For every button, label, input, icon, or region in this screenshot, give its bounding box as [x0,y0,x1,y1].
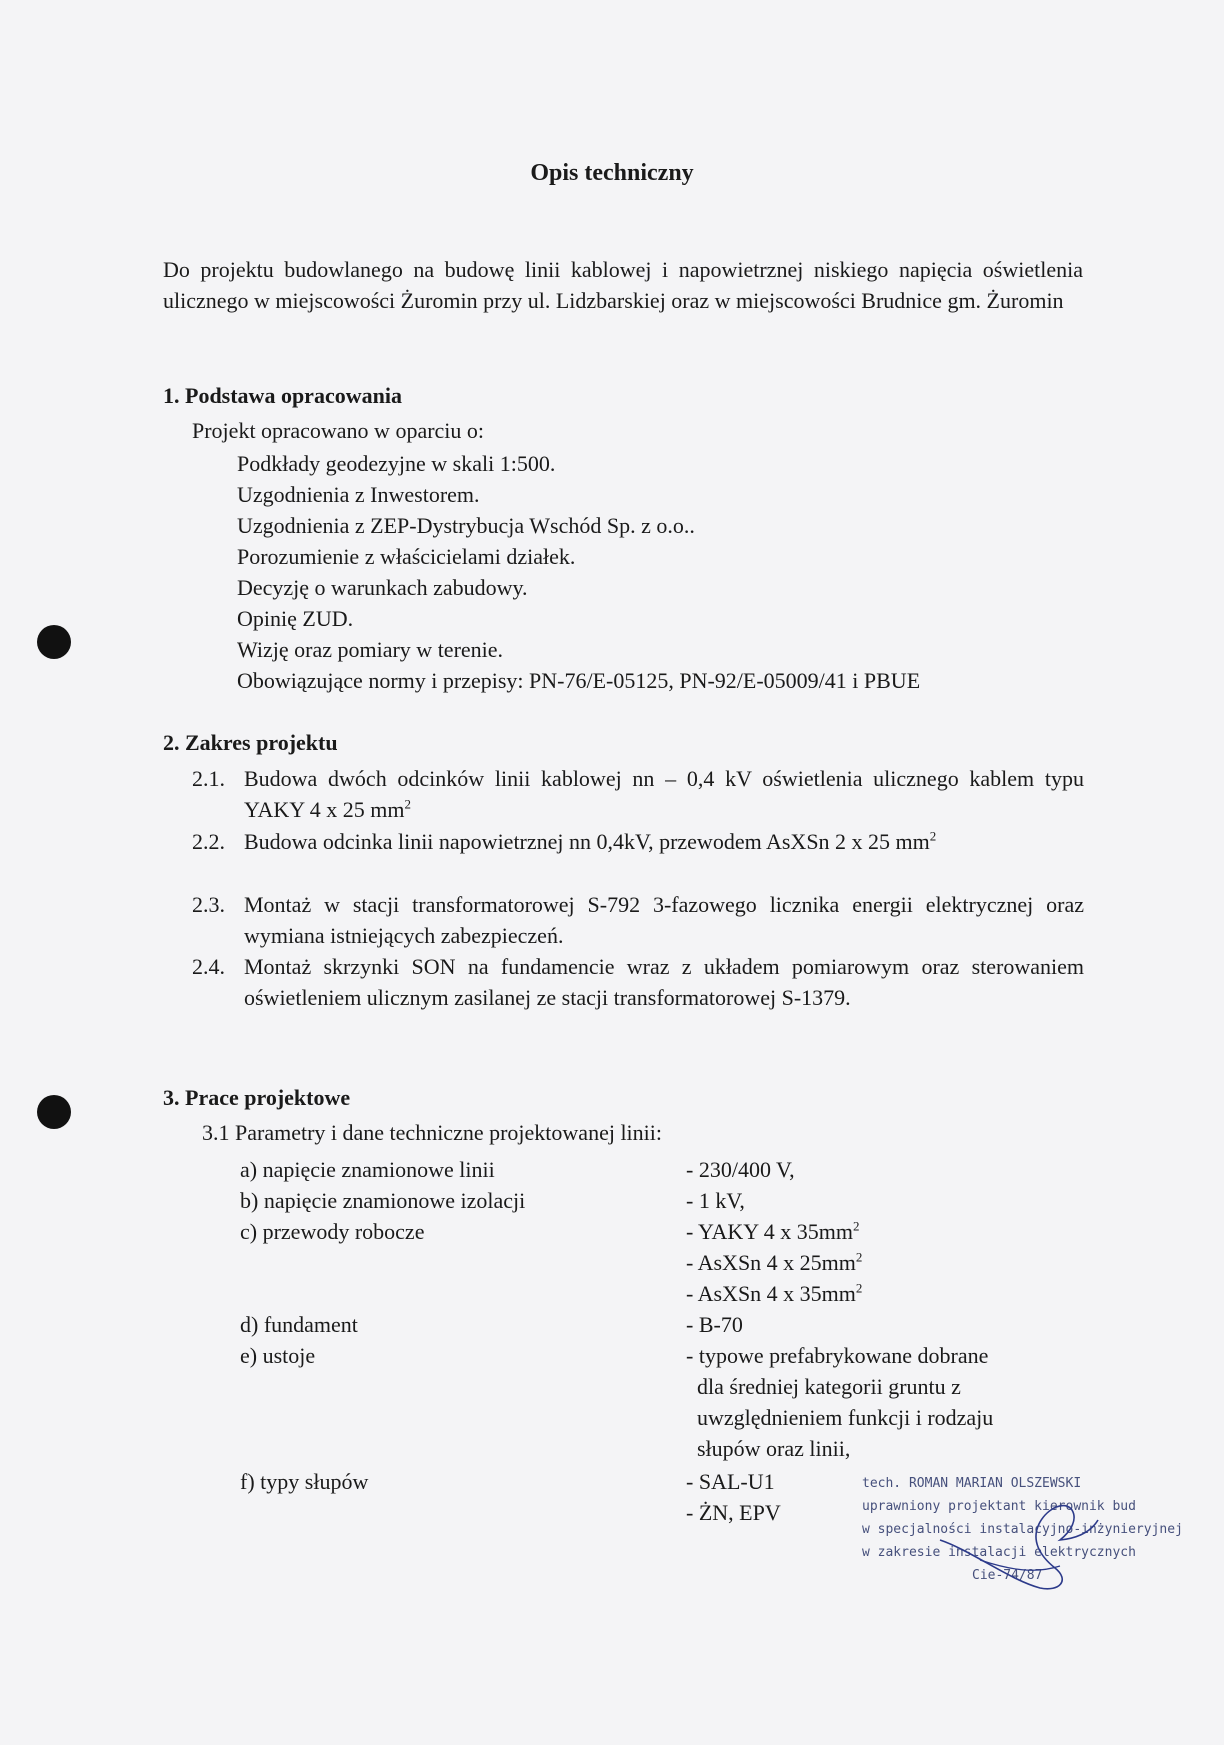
stamp-line: w specjalności instalacyjno-inżynieryjnej [862,1522,1183,1537]
section-2-heading: 2. Zakres projektu [163,730,338,755]
param-label: a) napięcie znamionowe linii [240,1157,495,1182]
intro-paragraph: Do projektu budowlanego na budowę linii kablowej i napowietrznej niskiego napięcia oświetlenia ulicznego w miejscowości Żuromin przy ul. Lidzbarskiej oraz w miejscowości Brudnice gm. Żuromin [163,257,1083,313]
scope-item-text: Montaż w stacji transformatorowej S-792 3-fazowego licznika energii elektrycznej oraz wymiana istniejących zabezpieczeń. [244,892,1084,948]
param-value: - YAKY 4 x $35mm^2$ [686,1218,860,1244]
stamp-line: uprawniony projektant kierownik bud [862,1499,1136,1514]
param-value: - B-70 [686,1312,743,1337]
basis-item: Wizję oraz pomiary w terenie. [237,637,504,662]
basis-item: Uzgodnienia z Inwestorem. [237,482,480,507]
scope-item-number: 2.3. [192,892,225,917]
scope-item-number: 2.2. [192,829,225,854]
basis-item: Podkłady geodezyjne w skali 1:500. [237,451,556,476]
param-value: dla średniej kategorii gruntu z [686,1374,961,1399]
basis-item: Porozumienie z właścicielami działek. [237,544,576,569]
basis-item: Uzgodnienia z ZEP-Dystrybucja Wschód Sp. z o.o.. [237,513,695,538]
stamp-line: w zakresie instalacji elektrycznych [862,1545,1136,1560]
param-label: b) napięcie znamionowe izolacji [240,1188,526,1213]
stamp-line: Cie-74/87 [972,1568,1043,1583]
scope-item-text: Budowa dwóch odcinków linii kablowej nn – 0,4 kV oświetlenia ulicznego kablem typu YAKY 4 x 25 $mm^2$ [244,766,1084,822]
param-value: - SAL-U1 [686,1469,775,1494]
param-value: - typowe prefabrykowane dobrane [686,1343,989,1368]
signature [920,1470,1120,1600]
param-label: d) fundament [240,1312,358,1337]
param-label: f) typy słupów [240,1469,369,1494]
section-3-heading: 3. Prace projektowe [163,1085,351,1110]
punch-hole-top [37,625,71,659]
basis-item: Opinię ZUD. [237,606,354,631]
param-value: - AsXSn 4 x $35mm^2$ [686,1280,863,1306]
param-value: - AsXSn 4 x $25mm^2$ [686,1249,863,1275]
basis-item: Decyzję o warunkach zabudowy. [237,575,528,600]
param-label: e) ustoje [240,1343,316,1368]
document-title: Opis techniczny [530,160,694,186]
scope-item-number: 2.1. [192,766,225,791]
param-value: słupów oraz linii, [686,1436,851,1461]
param-value: - 230/400 V, [686,1157,795,1182]
param-value: - ŻN, EPV [686,1500,781,1525]
scope-item-text: Montaż skrzynki SON na fundamencie wraz z układem pomiarowym oraz sterowaniem oświetleniem ulicznym zasilanej ze stacji transformatorowej S-1379. [244,954,1084,1010]
basis-item: Obowiązujące normy i przepisy: PN-76/E-05125, PN-92/E-05009/41 i PBUE [237,668,921,693]
scope-item-number: 2.4. [192,954,225,979]
section-1-heading: 1. Podstawa opracowania [163,383,402,408]
param-value: uwzględnieniem funkcji i rodzaju [686,1405,994,1430]
stamp-line: tech. ROMAN MARIAN OLSZEWSKI [862,1476,1082,1491]
section-1-lead: Projekt opracowano w oparciu o: [192,418,485,443]
param-value: - 1 kV, [686,1188,745,1213]
scope-item-text: Budowa odcinka linii napowietrznej nn 0,4kV, przewodem AsXSn 2 x 25 $mm^2$ [244,828,937,854]
punch-hole-bottom [37,1095,71,1129]
param-label: c) przewody robocze [240,1219,425,1244]
section-3-subheading: 3.1 Parametry i dane techniczne projektowanej linii: [202,1120,663,1145]
